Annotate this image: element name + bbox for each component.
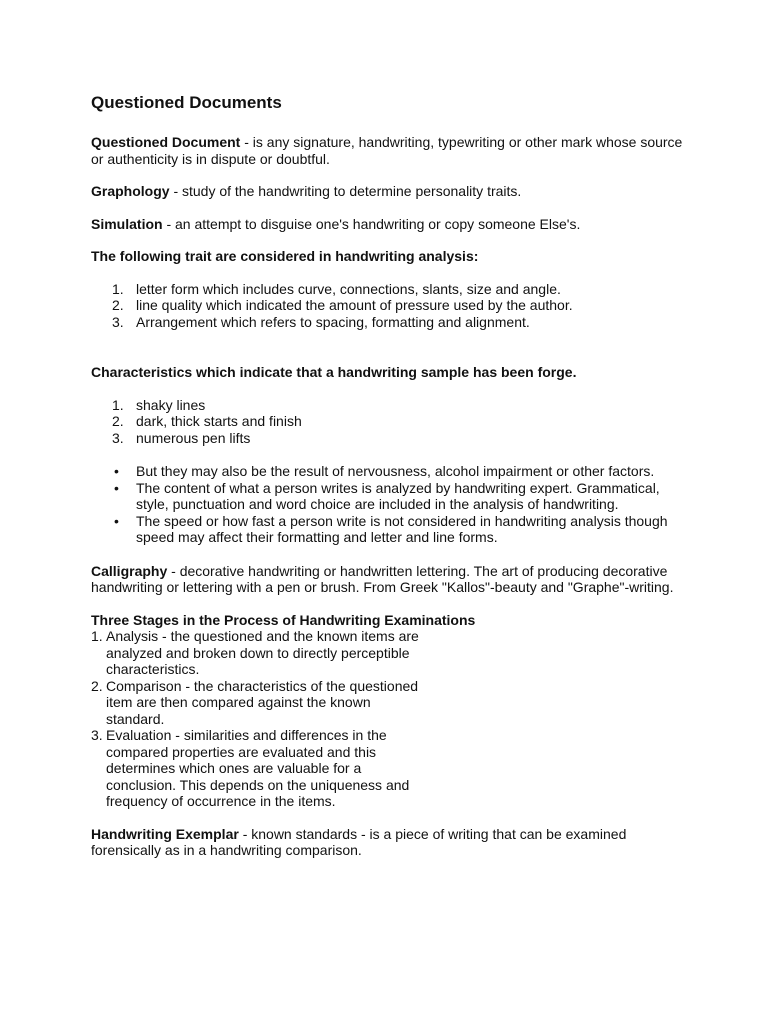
list-number: 3. [112,313,124,330]
list-item-text: Arrangement which refers to spacing, formatting and alignment. [136,313,530,330]
list-item [91,513,671,546]
definition-questioned-document [91,134,691,167]
definition-graphology [91,183,691,200]
list-item [91,397,691,414]
bullet-glyph: • [114,463,119,479]
forgery-list [91,397,691,447]
list-item-text: shaky lines [136,396,206,413]
term-label: Questioned Document [91,134,241,150]
list-item-text: dark, thick starts and finish [136,413,302,429]
list-number: 2. [91,677,103,694]
page-title: Questioned Documents [91,93,282,112]
list-item [91,480,671,513]
bullet-glyph: • [114,512,119,529]
list-number: 1. [91,628,103,644]
list-item-text: Analysis - the questioned and the known items are analyzed and broken down to directly perceptible characteristics. [106,628,419,677]
traits-list [91,281,691,331]
list-number: 3. [91,727,103,743]
list-item [91,297,691,314]
document-page [91,92,691,875]
list-item-text: letter form which includes curve, connections, slants, size and angle. [136,280,561,297]
definition-text: - study of the handwriting to determine personality traits. [169,183,522,199]
list-item [91,628,426,678]
list-item [91,314,691,331]
forgery-heading: Characteristics which indicate that a handwriting sample has been forge. [91,364,577,380]
traits-heading: The following trait are considered in handwriting analysis: [91,248,479,264]
definition-text: - known standards - is a piece of writing that can be examined forensically as in a handwriting comparison. [91,825,627,858]
stages-heading: Three Stages in the Process of Handwriting Examinations [91,611,476,628]
list-item [91,281,691,298]
list-item [91,727,426,810]
list-number: 1. [112,396,124,413]
list-item-text: The speed or how fast a person write is not considered in handwriting analysis though speed may affect their formatting and letter and line forms. [136,512,668,545]
list-number: 2. [112,413,124,429]
list-item [91,430,691,447]
list-item-text: Comparison - the characteristics of the questioned item are then compared against the known standard. [106,677,419,727]
list-item-text: numerous pen lifts [136,429,251,446]
term-label: Calligraphy [91,562,168,579]
list-item-text: The content of what a person writes is analyzed by handwriting expert. Grammatical, style, punctuation and word choice are included in the analysis of handwriting. [136,479,660,512]
definition-simulation [91,216,691,233]
list-number: 3. [112,429,124,446]
list-number: 2. [112,297,124,313]
list-item-text: line quality which indicated the amount of pressure used by the author. [136,297,573,313]
forgery-notes-list [91,463,671,546]
term-label: Simulation [91,215,163,232]
list-item-text: But they may also be the result of nervousness, alcohol impairment or other factors. [136,463,655,479]
definition-calligraphy [91,563,691,596]
definition-text: - an attempt to disguise one's handwriting or copy someone Else's. [162,215,581,232]
bullet-glyph: • [114,479,119,496]
definition-text: - is any signature, handwriting, typewriting or other mark whose source or authenticity is in dispute or doubtful. [91,134,683,167]
list-number: 1. [112,280,124,297]
term-label: Handwriting Exemplar [91,825,239,842]
definition-text: - decorative handwriting or handwritten lettering. The art of producing decorative handwriting or lettering with a pen or brush. From Greek "Kallos"-beauty and "Graphe"-writing. [91,562,674,595]
definition-handwriting-exemplar [91,826,691,859]
list-item-text: Evaluation - similarities and differences in the compared properties are evaluated and this determines which ones are valuable for a conclusion. This depends on the uniqueness and frequency of occurrence in the items. [106,727,410,809]
list-item [91,678,426,728]
list-item [91,463,671,480]
stages-list [91,628,691,810]
term-label: Graphology [91,183,170,199]
list-item [91,413,691,430]
